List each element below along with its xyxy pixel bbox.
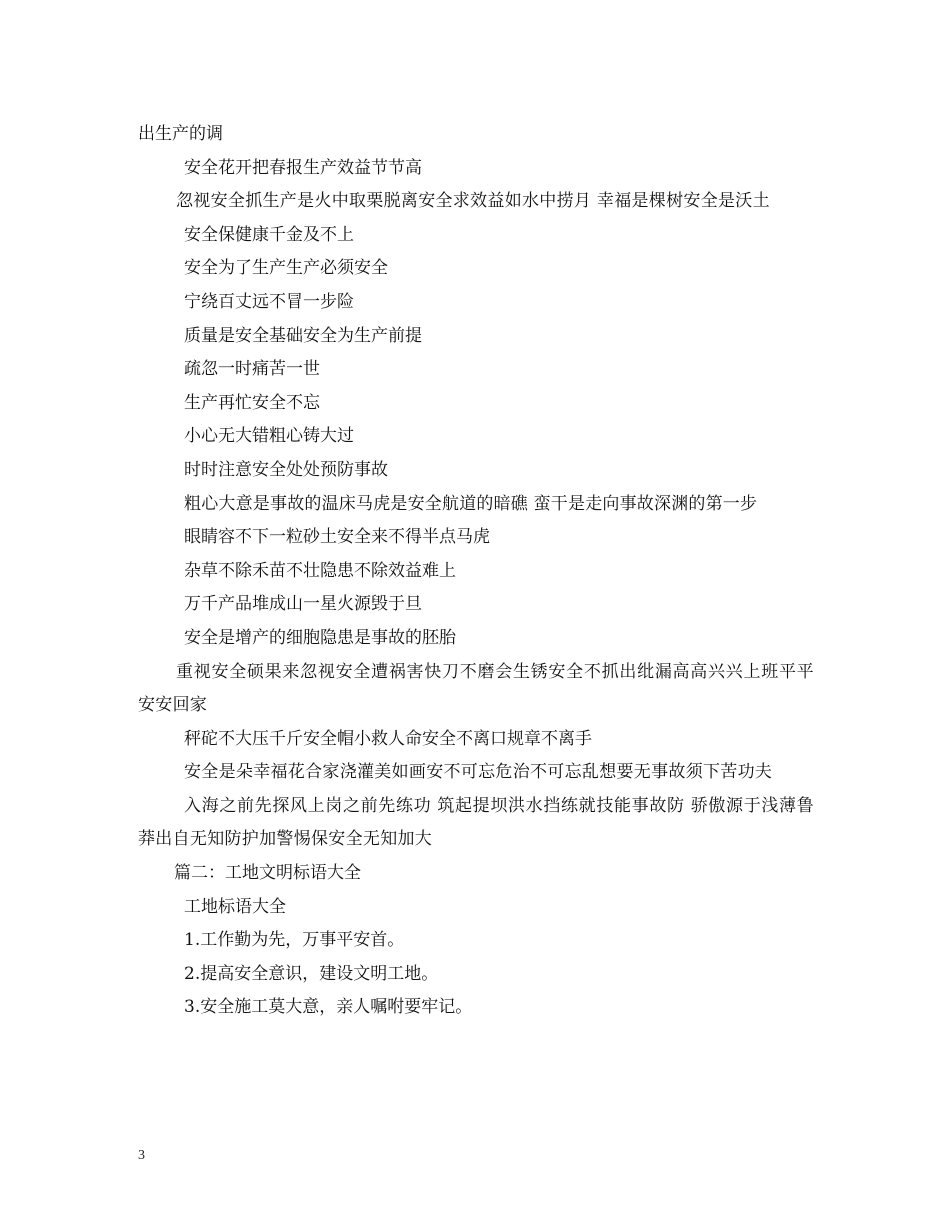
list-item: 1.工作勤为先，万事平安首。 — [184, 930, 405, 951]
text-line: 秤砣不大压千斤安全帽小救人命安全不离口规章不离手 — [184, 728, 592, 749]
text-line: 小心无大错粗心铸大过 — [184, 426, 354, 447]
page-number: 3 — [138, 1148, 145, 1163]
text-paragraph: 安全是朵幸福花合家浇灌美如画安不可忘危治不可忘乱想要无事故须下苦功夫 — [184, 762, 773, 783]
text-line: 安全是增产的细胞隐患是事故的胚胎 — [184, 627, 456, 648]
text-line: 出生产的调 — [138, 124, 223, 144]
text-line: 眼睛容不下一粒砂土安全来不得半点马虎 — [184, 527, 490, 548]
text-line: 生产再忙安全不忘 — [184, 392, 320, 413]
text-line: 安全保健康千金及不上 — [184, 224, 354, 245]
text-line: 万千产品堆成山一星火源毁于旦 — [184, 594, 422, 615]
list-item: 2.提高安全意识，建设文明工地。 — [184, 963, 439, 984]
text-line: 质量是安全基础安全为生产前提 — [184, 325, 422, 346]
text-line: 时时注意安全处处预防事故 — [184, 459, 388, 480]
text-line: 安全为了生产生产必须安全 — [184, 258, 388, 279]
text-paragraph: 重视安全硕果来忽视安全遭祸害快刀不磨会生锈安全不抓出纰漏高高兴兴上班平平安安回家 — [138, 661, 814, 716]
list-item: 3.安全施工莫大意，亲人嘱咐要牢记。 — [184, 997, 473, 1018]
text-paragraph: 忽视安全抓生产是火中取栗脱离安全求效益如水中捞月 幸福是棵树安全是沃土 — [176, 191, 770, 212]
document-body — [138, 118, 814, 1025]
text-line: 宁绕百丈远不冒一步险 — [184, 291, 354, 312]
text-paragraph: 入海之前先探风上岗之前先练功 筑起提坝洪水挡练就技能事故防 骄傲源于浅薄鲁莽出自无知防护加警惕保安全无知加大 — [138, 795, 814, 850]
text-line: 粗心大意是事故的温床马虎是安全航道的暗礁 蛮干是走向事故深渊的第一步 — [184, 493, 758, 514]
text-line: 杂草不除禾苗不壮隐患不除效益难上 — [184, 560, 456, 581]
text-line: 安全花开把春报生产效益节节高 — [184, 157, 422, 178]
section-heading: 篇二：工地文明标语大全 — [174, 863, 361, 884]
text-line: 疏忽一时痛苦一世 — [184, 359, 320, 380]
list-title: 工地标语大全 — [184, 896, 286, 917]
